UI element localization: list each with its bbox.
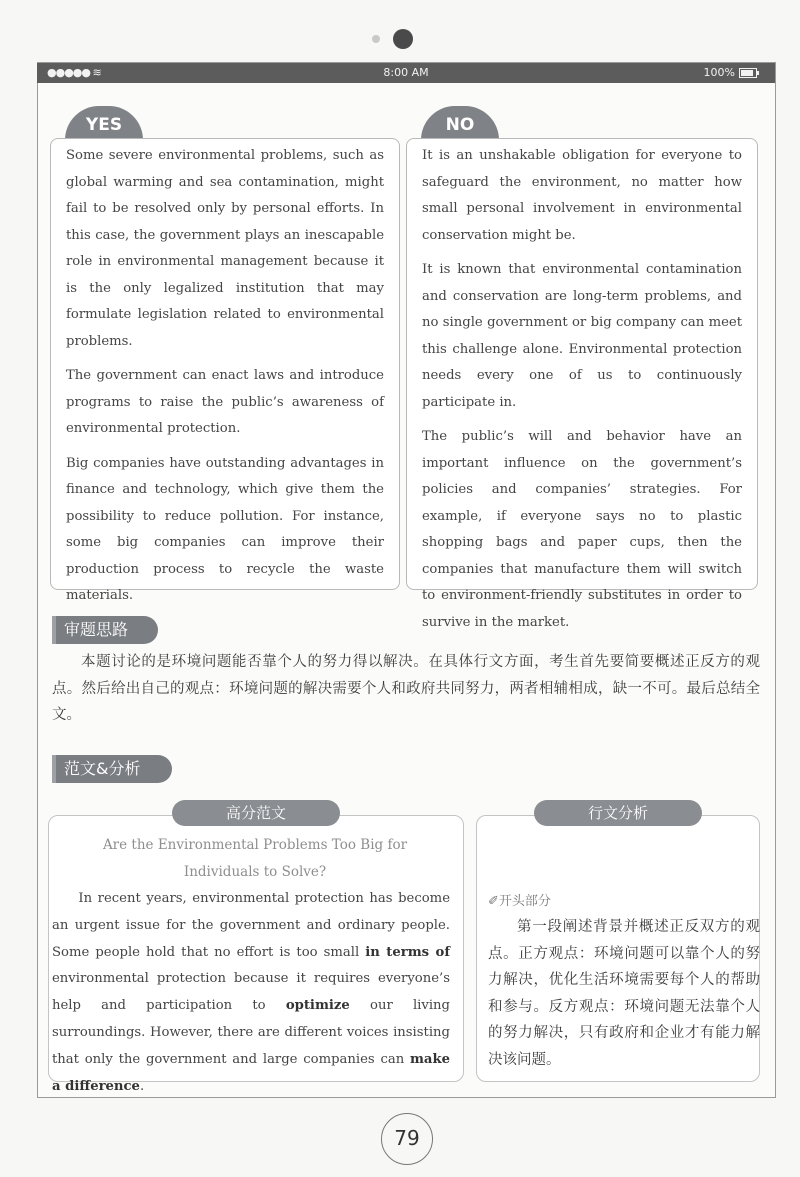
essay-title-line-1: Are the Environmental Problems Too Big for <box>102 837 408 853</box>
yes-tab: YES <box>65 106 143 140</box>
yes-paragraph-3: Big companies have outstanding advantages in finance and technology, which give them the possibility to reduce pollution. For instance, some big companies can improve their production process to recycle the waste materials. <box>66 455 384 603</box>
no-paragraph-1: It is an unshakable obligation for everyone to safeguard the environment, no matter how small personal involvement in environmental conservation might be. <box>422 148 742 243</box>
essay-bold-phrase: make a difference <box>52 1051 450 1094</box>
page-number: 79 <box>381 1113 433 1165</box>
essay-bold-phrase: in terms of <box>365 944 451 960</box>
essay-paragraph <box>52 886 450 1100</box>
yes-paragraph-1: Some severe environmental problems, such as global warming and sea contamination, might fail to be resolved only by personal efforts. In this case, the government plays an inescapable role in environmental management because it is the only legalized institution that may formulate legislation related to environmental problems. <box>66 148 384 349</box>
essay-text: . <box>139 1078 145 1094</box>
page-indicator-dot-active <box>393 29 413 49</box>
no-paragraph-2: It is known that environmental contamination and conservation are long-term problems, and no single government or big company can meet this challenge alone. Environmental protection needs every one of us to continuously participate in. <box>422 262 742 410</box>
opening-analysis-text: 第一段阐述背景并概述正反双方的观点。正方观点：环境问题可以靠个人的努力解决，优化生活环境需要每个人的帮助和参与。反方观点：环境问题无法靠个人的努力解决，只有政府和企业才有能力解决该问题。 <box>488 919 760 1068</box>
no-tab: NO <box>421 106 499 140</box>
yes-paragraph-2: The government can enact laws and introduce programs to raise the public’s awareness of environmental protection. <box>66 368 384 436</box>
analysis-section-label: 审题思路 <box>52 616 158 644</box>
signal-icon: ●●●●● ≋ <box>47 66 101 79</box>
writing-analysis-pill: 行文分析 <box>534 800 702 826</box>
page-indicator-dot <box>372 35 380 43</box>
sample-section-label: 范文&分析 <box>52 755 172 783</box>
essay-text: our living surroundings. However, there are different voices insisting that only the government and large companies can <box>52 998 450 1067</box>
battery-icon <box>739 68 757 78</box>
pencil-icon: ✐ <box>488 894 499 909</box>
status-bar <box>37 63 775 83</box>
yes-panel <box>50 138 400 603</box>
essay-bold-phrase: optimize <box>285 998 350 1014</box>
no-paragraph-3: The public’s will and behavior have an important influence on the government’s policies and companies’ strategies. For example, if everyone says no to plastic shopping bags and paper cups, then the companies that manufacture them will switch to environment-friendly substitutes in order to survive in the market. <box>422 429 742 630</box>
opening-marker-label: 开头部分 <box>498 894 551 909</box>
essay-title-line-2: Individuals to Solve? <box>183 864 327 880</box>
sample-essay-pill: 高分范文 <box>172 800 340 826</box>
essay-text: environmental protection because it requires everyone’s help and participation to <box>52 971 450 1014</box>
status-time: 8:00 AM <box>383 66 429 79</box>
opening-marker <box>488 890 551 909</box>
essay-text: In recent years, environmental protection has become an urgent issue for the government and ordinary people. Some people hold that no effort is too small <box>52 891 450 960</box>
no-panel <box>406 138 758 630</box>
analysis-text: 本题讨论的是环境问题能否靠个人的努力得以解决。在具体行文方面，考生首先要简要概述正反方的观点。然后给出自己的观点：环境问题的解决需要个人和政府共同努力，两者相辅相成，缺一不可。最后总结全文。 <box>52 654 760 723</box>
battery-level: 100% <box>703 66 735 79</box>
